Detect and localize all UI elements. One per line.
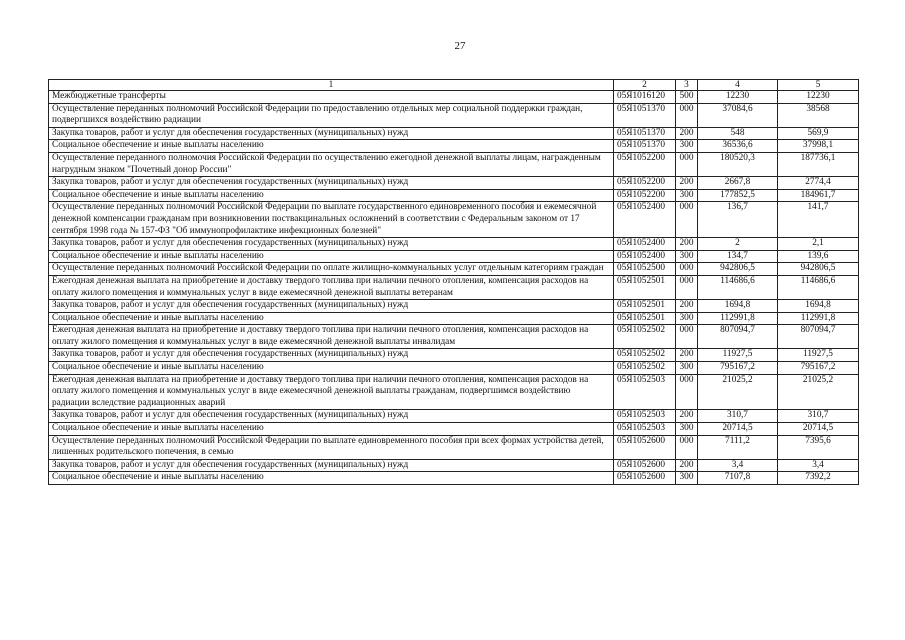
row-value-4: 310,7 (698, 410, 778, 423)
row-value-5: 310,7 (778, 410, 859, 423)
row-value-4: 114686,6 (698, 275, 778, 299)
header-col-1: 1 (49, 80, 614, 91)
header-col-2: 2 (614, 80, 676, 91)
row-value-5: 11927,5 (778, 349, 859, 362)
row-value-4: 12230 (698, 91, 778, 104)
row-name: Закупка товаров, работ и услуг для обеспечения государственных (муниципальных) нужд (49, 127, 614, 140)
row-code: 05Я1052500 (614, 263, 676, 276)
row-value-5: 37998,1 (778, 140, 859, 153)
row-value-4: 134,7 (698, 250, 778, 263)
row-code: 05Я1052200 (614, 189, 676, 202)
row-code: 05Я1052501 (614, 312, 676, 325)
page-number: 27 (454, 40, 466, 52)
row-value-4: 37084,6 (698, 103, 778, 127)
row-type: 200 (676, 459, 698, 472)
row-type: 300 (676, 312, 698, 325)
table-row (49, 177, 859, 190)
row-type: 300 (676, 472, 698, 485)
row-value-5: 12230 (778, 91, 859, 104)
row-name: Закупка товаров, работ и услуг для обеспечения государственных (муниципальных) нужд (49, 349, 614, 362)
row-code: 05Я1052200 (614, 152, 676, 176)
table-row (49, 202, 859, 238)
row-value-4: 21025,2 (698, 374, 778, 410)
row-value-4: 20714,5 (698, 423, 778, 436)
row-type: 000 (676, 103, 698, 127)
row-type: 300 (676, 189, 698, 202)
row-value-5: 569,9 (778, 127, 859, 140)
row-code: 05Я1052501 (614, 275, 676, 299)
table-row (49, 410, 859, 423)
row-value-4: 795167,2 (698, 362, 778, 375)
table-row (49, 152, 859, 176)
table-row (49, 263, 859, 276)
row-type: 200 (676, 177, 698, 190)
row-name: Осуществление переданных полномочий Российской Федерации по предоставлению отдельных мер социальной поддержки граждан, подвергшихся воздействию радиации (49, 103, 614, 127)
row-name: Ежегодная денежная выплата на приобретение и доставку твердого топлива при наличии печного отопления, компенсация расходов на оплату жилого помещения и коммунальных услуг в виде ежемесячной денежной выплаты гражданам, подвергшимся воздействию радиации вследствие радиационных аварий (49, 374, 614, 410)
row-value-4: 36536,6 (698, 140, 778, 153)
table-row (49, 250, 859, 263)
table-row (49, 300, 859, 313)
row-value-5: 21025,2 (778, 374, 859, 410)
row-value-4: 3,4 (698, 459, 778, 472)
table-row (49, 103, 859, 127)
row-name: Закупка товаров, работ и услуг для обеспечения государственных (муниципальных) нужд (49, 238, 614, 251)
row-value-5: 3,4 (778, 459, 859, 472)
table-row (49, 435, 859, 459)
row-type: 200 (676, 300, 698, 313)
table-row (49, 91, 859, 104)
row-value-5: 2774,4 (778, 177, 859, 190)
header-col-4: 4 (698, 80, 778, 91)
row-value-4: 180520,3 (698, 152, 778, 176)
row-value-4: 2667,8 (698, 177, 778, 190)
row-name: Межбюджетные трансферты (49, 91, 614, 104)
table-row (49, 472, 859, 485)
row-type: 000 (676, 435, 698, 459)
table-row (49, 459, 859, 472)
row-name: Осуществление переданных полномочий Российской Федерации по выплате государственного единовременного пособия и ежемесячной денежной компенсации гражданам при возникновении поствакцинальных осложнений в соответствии с Федеральным законом от 17 сентября 1998 года № 157-ФЗ "Об иммунопрофилактике инфекционных болезней" (49, 202, 614, 238)
row-code: 05Я1052503 (614, 410, 676, 423)
row-name: Социальное обеспечение и иные выплаты населению (49, 189, 614, 202)
row-name: Ежегодная денежная выплата на приобретение и доставку твердого топлива при наличии печного отопления, компенсация расходов на оплату жилого помещения и коммунальных услуг в виде ежемесячной денежной выплаты инвалидам (49, 325, 614, 349)
row-value-4: 112991,8 (698, 312, 778, 325)
budget-table (48, 79, 859, 485)
row-name: Социальное обеспечение и иные выплаты населению (49, 250, 614, 263)
row-type: 000 (676, 263, 698, 276)
row-type: 000 (676, 275, 698, 299)
row-value-4: 136,7 (698, 202, 778, 238)
row-value-5: 942806,5 (778, 263, 859, 276)
row-code: 05Я1051370 (614, 103, 676, 127)
table-row (49, 349, 859, 362)
table-row (49, 275, 859, 299)
row-value-5: 187736,1 (778, 152, 859, 176)
row-code: 05Я1052400 (614, 250, 676, 263)
row-code: 05Я1051370 (614, 127, 676, 140)
row-code: 05Я1052400 (614, 202, 676, 238)
row-type: 300 (676, 423, 698, 436)
row-value-4: 548 (698, 127, 778, 140)
table-row (49, 423, 859, 436)
row-value-5: 7392,2 (778, 472, 859, 485)
row-value-4: 11927,5 (698, 349, 778, 362)
table-row (49, 374, 859, 410)
row-type: 500 (676, 91, 698, 104)
row-code: 05Я1052502 (614, 349, 676, 362)
row-value-5: 1694,8 (778, 300, 859, 313)
row-value-5: 139,6 (778, 250, 859, 263)
table-header-row (49, 80, 859, 91)
row-value-5: 795167,2 (778, 362, 859, 375)
row-name: Закупка товаров, работ и услуг для обеспечения государственных (муниципальных) нужд (49, 410, 614, 423)
row-name: Закупка товаров, работ и услуг для обеспечения государственных (муниципальных) нужд (49, 459, 614, 472)
row-type: 300 (676, 140, 698, 153)
row-name: Социальное обеспечение и иные выплаты населению (49, 312, 614, 325)
header-col-3: 3 (676, 80, 698, 91)
table-row (49, 238, 859, 251)
row-value-5: 7395,6 (778, 435, 859, 459)
row-code: 05Я1052502 (614, 362, 676, 375)
row-type: 000 (676, 374, 698, 410)
table-row (49, 189, 859, 202)
table-row (49, 140, 859, 153)
row-code: 05Я1016120 (614, 91, 676, 104)
row-name: Социальное обеспечение и иные выплаты населению (49, 472, 614, 485)
row-name: Социальное обеспечение и иные выплаты населению (49, 140, 614, 153)
row-type: 000 (676, 202, 698, 238)
row-type: 300 (676, 250, 698, 263)
row-type: 200 (676, 238, 698, 251)
row-code: 05Я1051370 (614, 140, 676, 153)
row-name: Социальное обеспечение и иные выплаты населению (49, 423, 614, 436)
row-type: 200 (676, 349, 698, 362)
row-value-5: 38568 (778, 103, 859, 127)
row-value-5: 807094,7 (778, 325, 859, 349)
row-value-5: 20714,5 (778, 423, 859, 436)
row-type: 000 (676, 325, 698, 349)
row-code: 05Я1052600 (614, 472, 676, 485)
row-code: 05Я1052200 (614, 177, 676, 190)
table-row (49, 127, 859, 140)
row-name: Ежегодная денежная выплата на приобретение и доставку твердого топлива при наличии печного отопления, компенсация расходов на оплату жилого помещения и коммунальных услуг в виде ежемесячной денежной выплаты ветеранам (49, 275, 614, 299)
row-value-5: 2,1 (778, 238, 859, 251)
row-code: 05Я1052503 (614, 423, 676, 436)
table-row (49, 325, 859, 349)
row-type: 300 (676, 362, 698, 375)
row-value-5: 184961,7 (778, 189, 859, 202)
row-code: 05Я1052501 (614, 300, 676, 313)
row-value-4: 807094,7 (698, 325, 778, 349)
row-code: 05Я1052600 (614, 459, 676, 472)
row-name: Осуществление переданных полномочий Российской Федерации по оплате жилищно-коммунальных услуг отдельным категориям граждан (49, 263, 614, 276)
row-type: 000 (676, 152, 698, 176)
table-row (49, 362, 859, 375)
row-code: 05Я1052503 (614, 374, 676, 410)
header-col-5: 5 (778, 80, 859, 91)
row-value-4: 7111,2 (698, 435, 778, 459)
row-type: 200 (676, 127, 698, 140)
table-row (49, 312, 859, 325)
row-name: Осуществление переданных полномочий Российской Федерации по выплате единовременного пособия при всех формах устройства детей, лишенных родительского попечения, в семью (49, 435, 614, 459)
row-name: Закупка товаров, работ и услуг для обеспечения государственных (муниципальных) нужд (49, 177, 614, 190)
row-type: 200 (676, 410, 698, 423)
row-code: 05Я1052600 (614, 435, 676, 459)
row-value-4: 942806,5 (698, 263, 778, 276)
row-value-4: 177852,5 (698, 189, 778, 202)
row-value-5: 112991,8 (778, 312, 859, 325)
row-name: Осуществление переданного полномочия Российской Федерации по осуществлению ежегодной денежной выплаты лицам, награжденным нагрудным знаком "Почетный донор России" (49, 152, 614, 176)
row-value-5: 114686,6 (778, 275, 859, 299)
row-value-5: 141,7 (778, 202, 859, 238)
row-value-4: 2 (698, 238, 778, 251)
row-value-4: 7107,8 (698, 472, 778, 485)
row-name: Закупка товаров, работ и услуг для обеспечения государственных (муниципальных) нужд (49, 300, 614, 313)
row-code: 05Я1052400 (614, 238, 676, 251)
row-code: 05Я1052502 (614, 325, 676, 349)
row-name: Социальное обеспечение и иные выплаты населению (49, 362, 614, 375)
row-value-4: 1694,8 (698, 300, 778, 313)
